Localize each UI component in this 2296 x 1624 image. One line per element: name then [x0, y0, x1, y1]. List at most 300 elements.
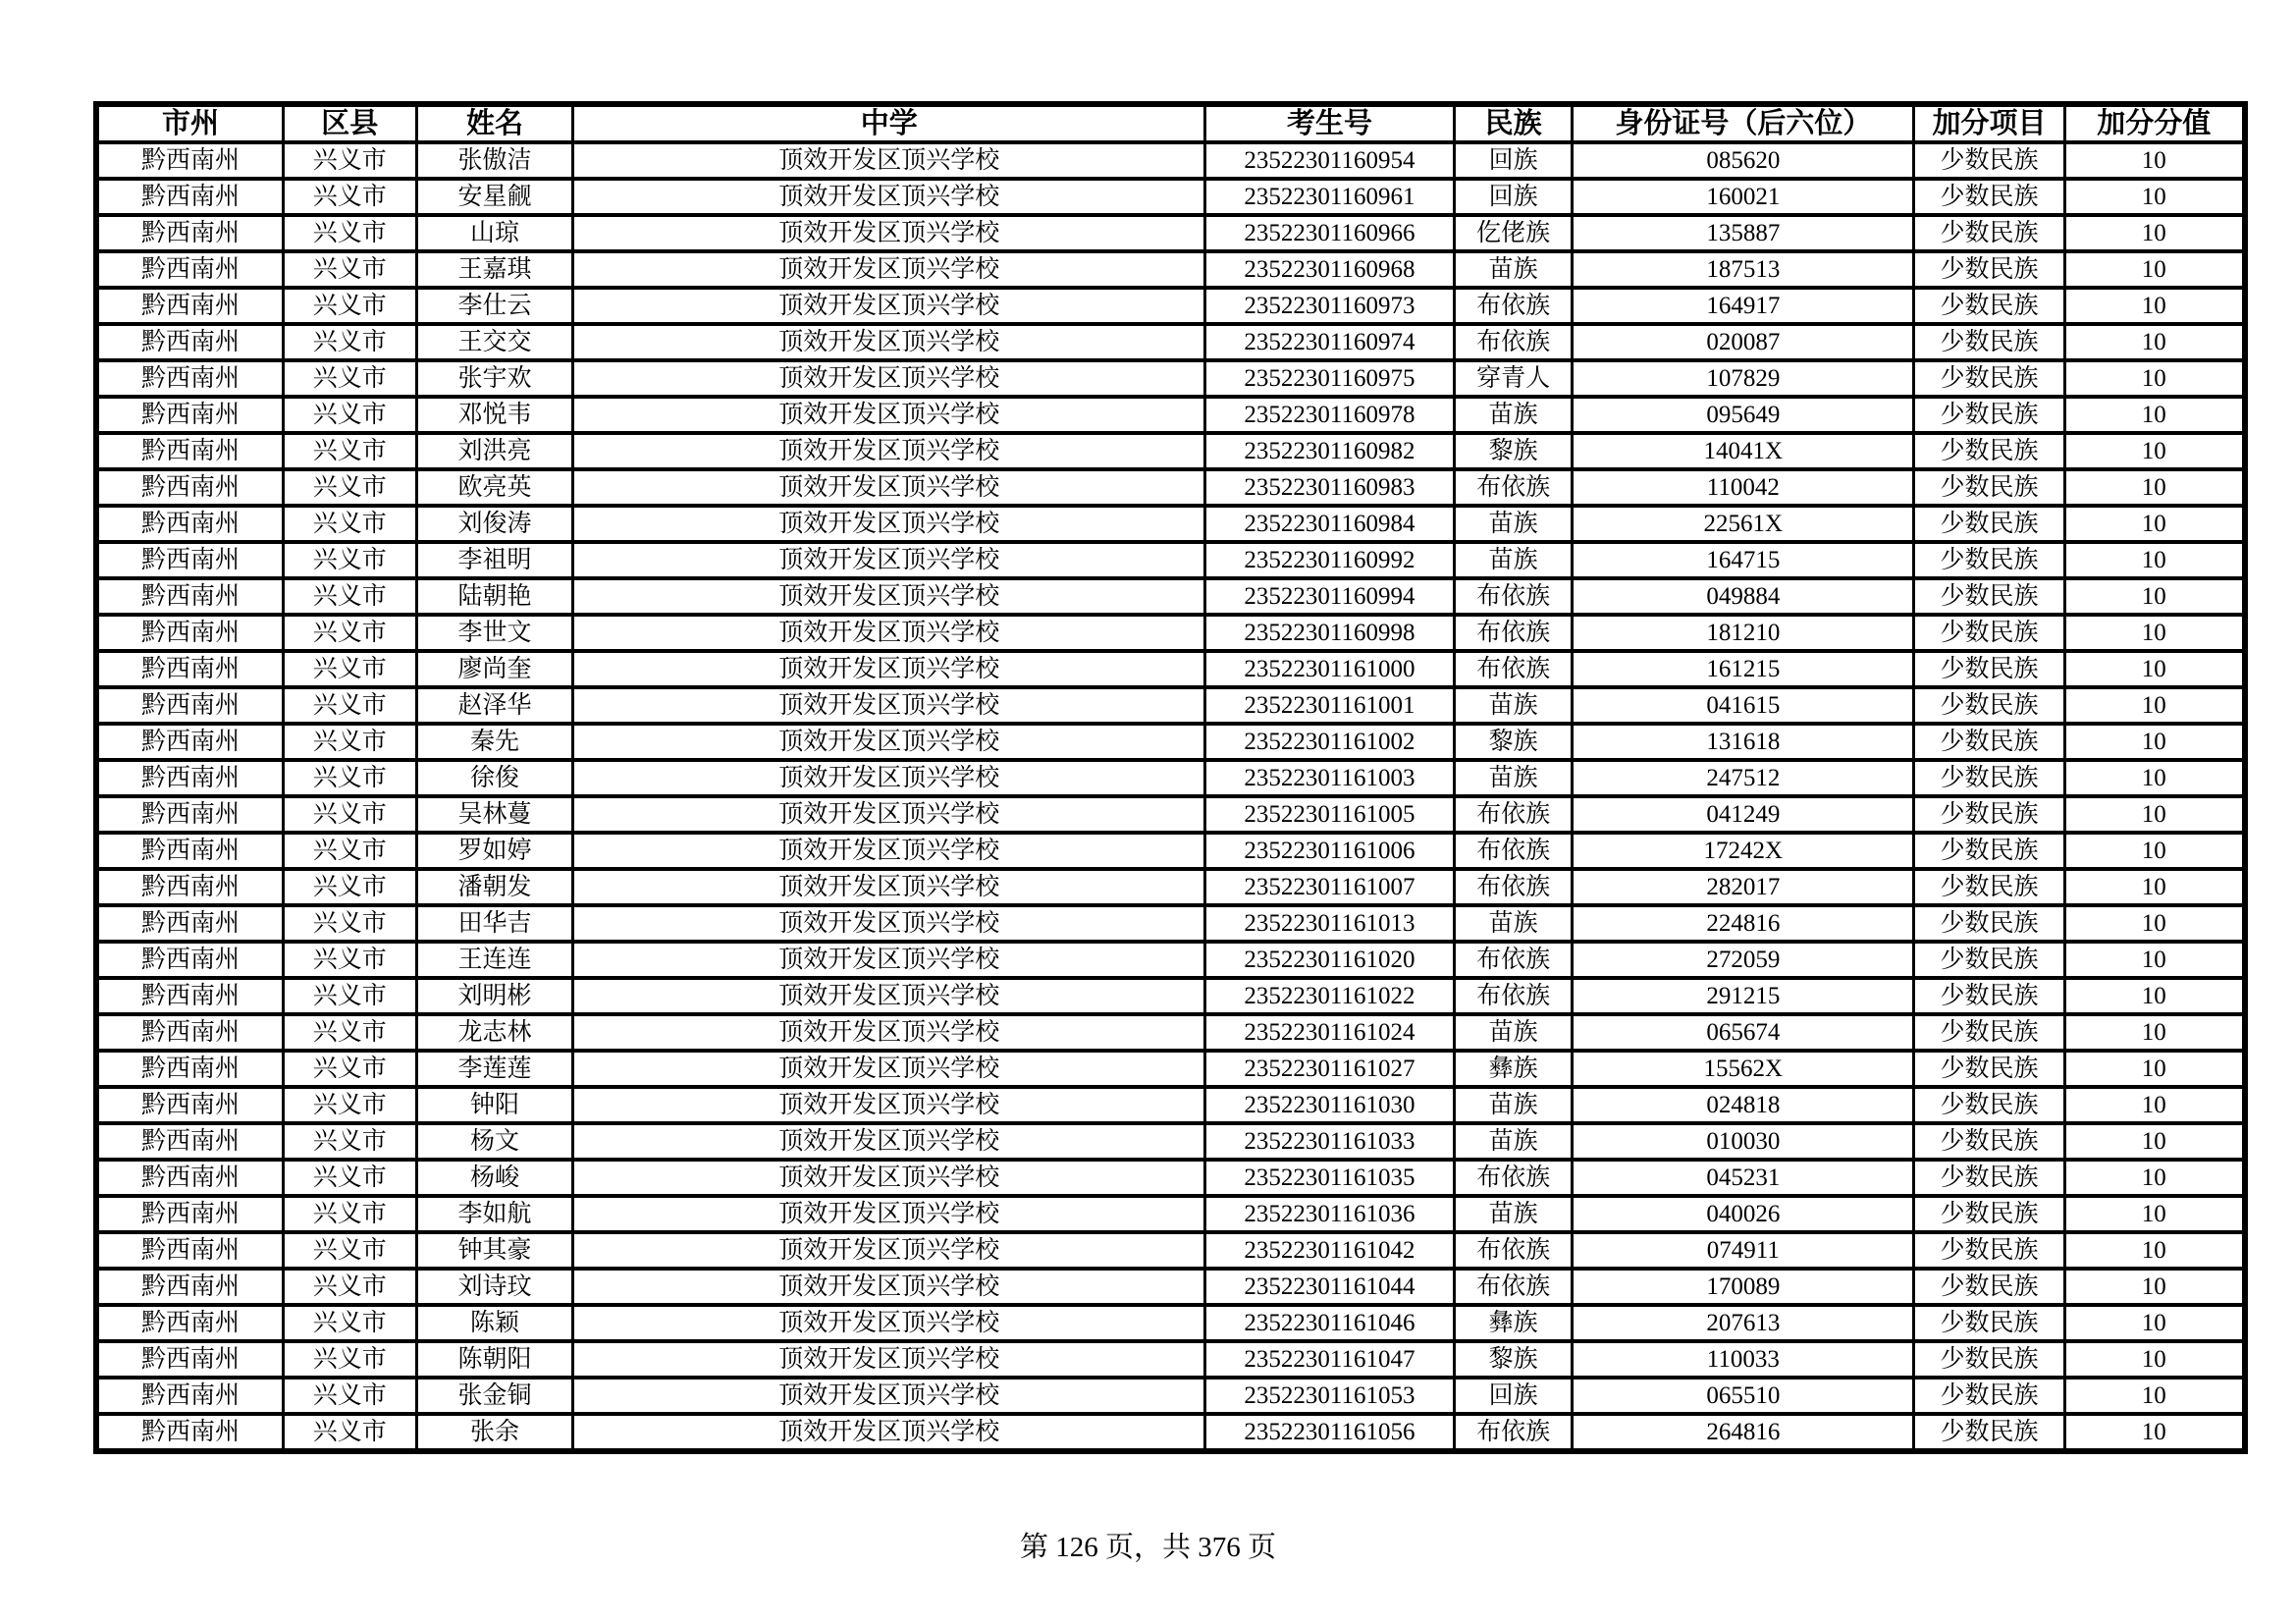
- table-cell: 罗如婷: [416, 833, 573, 869]
- table-cell: 兴义市: [283, 1269, 416, 1305]
- table-cell: 23522301161006: [1205, 833, 1455, 869]
- table-cell: 110033: [1573, 1341, 1914, 1378]
- table-cell: 顶效开发区顶兴学校: [573, 1051, 1205, 1087]
- table-cell: 065674: [1573, 1014, 1914, 1051]
- table-cell: 282017: [1573, 869, 1914, 905]
- table-cell: 黔西南州: [96, 905, 283, 942]
- table-cell: 少数民族: [1914, 615, 2064, 651]
- table-cell: 10: [2064, 1305, 2245, 1341]
- table-cell: 135887: [1573, 215, 1914, 251]
- table-cell: 黔西南州: [96, 469, 283, 506]
- table-row: [96, 1305, 2245, 1341]
- table-cell: 10: [2064, 796, 2245, 833]
- table-cell: 224816: [1573, 905, 1914, 942]
- table-row: [96, 869, 2245, 905]
- table-cell: 顶效开发区顶兴学校: [573, 1232, 1205, 1269]
- table-cell: 10: [2064, 1341, 2245, 1378]
- table-cell: 065510: [1573, 1378, 1914, 1414]
- table-cell: 少数民族: [1914, 360, 2064, 397]
- table-row: [96, 324, 2245, 360]
- table-cell: 少数民族: [1914, 142, 2064, 179]
- table-cell: 23522301161013: [1205, 905, 1455, 942]
- table-cell: 黔西南州: [96, 1123, 283, 1160]
- table-cell: 兴义市: [283, 724, 416, 760]
- table-cell: 少数民族: [1914, 542, 2064, 578]
- table-cell: 顶效开发区顶兴学校: [573, 724, 1205, 760]
- table-cell: 布依族: [1454, 578, 1572, 615]
- table-cell: 少数民族: [1914, 1269, 2064, 1305]
- table-cell: 少数民族: [1914, 1160, 2064, 1196]
- table-cell: 23522301161047: [1205, 1341, 1455, 1378]
- table-row: [96, 687, 2245, 724]
- table-cell: 顶效开发区顶兴学校: [573, 1414, 1205, 1451]
- table-row: [96, 142, 2245, 179]
- table-cell: 少数民族: [1914, 506, 2064, 542]
- table-cell: 少数民族: [1914, 796, 2064, 833]
- table-cell: 少数民族: [1914, 724, 2064, 760]
- table-cell: 仡佬族: [1454, 215, 1572, 251]
- table-cell: 23522301160966: [1205, 215, 1455, 251]
- table-cell: 少数民族: [1914, 578, 2064, 615]
- table-cell: 布依族: [1454, 869, 1572, 905]
- table-cell: 少数民族: [1914, 324, 2064, 360]
- table-cell: 少数民族: [1914, 869, 2064, 905]
- table-cell: 顶效开发区顶兴学校: [573, 506, 1205, 542]
- table-cell: 10: [2064, 615, 2245, 651]
- table-cell: 10: [2064, 288, 2245, 324]
- table-cell: 黔西南州: [96, 1087, 283, 1123]
- table-cell: 黔西南州: [96, 796, 283, 833]
- table-cell: 15562X: [1573, 1051, 1914, 1087]
- table-cell: 黔西南州: [96, 760, 283, 796]
- table-row: [96, 1378, 2245, 1414]
- table-cell: 少数民族: [1914, 1014, 2064, 1051]
- table-cell: 少数民族: [1914, 833, 2064, 869]
- table-cell: 少数民族: [1914, 397, 2064, 433]
- table-cell: 李仕云: [416, 288, 573, 324]
- table-row: [96, 215, 2245, 251]
- table-cell: 10: [2064, 978, 2245, 1014]
- table-cell: 刘诗玟: [416, 1269, 573, 1305]
- table-cell: 黔西南州: [96, 1051, 283, 1087]
- table-cell: 10: [2064, 1378, 2245, 1414]
- table-cell: 黔西南州: [96, 978, 283, 1014]
- table-cell: 10: [2064, 1160, 2245, 1196]
- table-cell: 黎族: [1454, 433, 1572, 469]
- table-cell: 兴义市: [283, 942, 416, 978]
- table-cell: 黔西南州: [96, 433, 283, 469]
- header-city: 市州: [96, 104, 283, 142]
- table-cell: 23522301160983: [1205, 469, 1455, 506]
- table-cell: 兴义市: [283, 687, 416, 724]
- table-cell: 170089: [1573, 1269, 1914, 1305]
- table-cell: 赵泽华: [416, 687, 573, 724]
- table-cell: 040026: [1573, 1196, 1914, 1232]
- table-cell: 041615: [1573, 687, 1914, 724]
- table-cell: 黔西南州: [96, 506, 283, 542]
- table-cell: 兴义市: [283, 288, 416, 324]
- table-cell: 苗族: [1454, 542, 1572, 578]
- table-cell: 顶效开发区顶兴学校: [573, 833, 1205, 869]
- table-cell: 23522301161003: [1205, 760, 1455, 796]
- table-cell: 10: [2064, 360, 2245, 397]
- table-cell: 苗族: [1454, 687, 1572, 724]
- table-cell: 苗族: [1454, 251, 1572, 288]
- table-cell: 兴义市: [283, 1305, 416, 1341]
- table-cell: 187513: [1573, 251, 1914, 288]
- table-cell: 布依族: [1454, 833, 1572, 869]
- table-cell: 10: [2064, 1123, 2245, 1160]
- table-cell: 陈朝阳: [416, 1341, 573, 1378]
- table-cell: 李如航: [416, 1196, 573, 1232]
- table-cell: 049884: [1573, 578, 1914, 615]
- table-cell: 兴义市: [283, 578, 416, 615]
- header-bonus-value: 加分分值: [2064, 104, 2245, 142]
- table-cell: 少数民族: [1914, 1378, 2064, 1414]
- table-cell: 徐俊: [416, 760, 573, 796]
- table-cell: 23522301161022: [1205, 978, 1455, 1014]
- table-cell: 兴义市: [283, 869, 416, 905]
- table-cell: 苗族: [1454, 905, 1572, 942]
- table-row: [96, 1014, 2245, 1051]
- table-cell: 10: [2064, 397, 2245, 433]
- table-row: [96, 905, 2245, 942]
- table-cell: 少数民族: [1914, 1123, 2064, 1160]
- table-cell: 张金铜: [416, 1378, 573, 1414]
- table-cell: 少数民族: [1914, 905, 2064, 942]
- table-cell: 黔西南州: [96, 942, 283, 978]
- table-cell: 黔西南州: [96, 1269, 283, 1305]
- table-row: [96, 397, 2245, 433]
- table-cell: 23522301161030: [1205, 1087, 1455, 1123]
- table-cell: 苗族: [1454, 506, 1572, 542]
- table-cell: 23522301161042: [1205, 1232, 1455, 1269]
- table-cell: 黔西南州: [96, 651, 283, 687]
- table-cell: 张傲洁: [416, 142, 573, 179]
- table-cell: 布依族: [1454, 1414, 1572, 1451]
- table-cell: 王连连: [416, 942, 573, 978]
- table-cell: 黎族: [1454, 1341, 1572, 1378]
- table-cell: 兴义市: [283, 1160, 416, 1196]
- table-cell: 兴义市: [283, 179, 416, 215]
- table-cell: 少数民族: [1914, 1341, 2064, 1378]
- table-cell: 23522301161001: [1205, 687, 1455, 724]
- table-cell: 李世文: [416, 615, 573, 651]
- table-cell: 兴义市: [283, 651, 416, 687]
- table-row: [96, 506, 2245, 542]
- header-bonus-item: 加分项目: [1914, 104, 2064, 142]
- table-cell: 10: [2064, 869, 2245, 905]
- table-cell: 布依族: [1454, 651, 1572, 687]
- table-cell: 顶效开发区顶兴学校: [573, 578, 1205, 615]
- table-cell: 少数民族: [1914, 1051, 2064, 1087]
- table-cell: 164715: [1573, 542, 1914, 578]
- table-cell: 顶效开发区顶兴学校: [573, 142, 1205, 179]
- table-cell: 龙志林: [416, 1014, 573, 1051]
- table-cell: 黔西南州: [96, 324, 283, 360]
- table-cell: 兴义市: [283, 542, 416, 578]
- table-cell: 020087: [1573, 324, 1914, 360]
- table-cell: 顶效开发区顶兴学校: [573, 1378, 1205, 1414]
- table-cell: 23522301161007: [1205, 869, 1455, 905]
- table-cell: 少数民族: [1914, 251, 2064, 288]
- table-cell: 10: [2064, 542, 2245, 578]
- table-cell: 兴义市: [283, 1232, 416, 1269]
- table-cell: 181210: [1573, 615, 1914, 651]
- table-cell: 少数民族: [1914, 433, 2064, 469]
- table-cell: 207613: [1573, 1305, 1914, 1341]
- table-cell: 074911: [1573, 1232, 1914, 1269]
- table-cell: 邓悦韦: [416, 397, 573, 433]
- table-cell: 少数民族: [1914, 760, 2064, 796]
- table-cell: 23522301161033: [1205, 1123, 1455, 1160]
- table-cell: 顶效开发区顶兴学校: [573, 1014, 1205, 1051]
- table-cell: 23522301160975: [1205, 360, 1455, 397]
- table-cell: 布依族: [1454, 1160, 1572, 1196]
- table-cell: 黔西南州: [96, 215, 283, 251]
- table-cell: 10: [2064, 1196, 2245, 1232]
- table-cell: 22561X: [1573, 506, 1914, 542]
- table-row: [96, 542, 2245, 578]
- table-cell: 少数民族: [1914, 1087, 2064, 1123]
- table-row: [96, 1341, 2245, 1378]
- table-cell: 095649: [1573, 397, 1914, 433]
- table-header: [96, 104, 2245, 142]
- table-body: [96, 142, 2245, 1451]
- table-row: [96, 833, 2245, 869]
- table-cell: 兴义市: [283, 142, 416, 179]
- table-cell: 10: [2064, 942, 2245, 978]
- table-header-row: [96, 104, 2245, 142]
- table-cell: 010030: [1573, 1123, 1914, 1160]
- table-cell: 14041X: [1573, 433, 1914, 469]
- table-cell: 回族: [1454, 142, 1572, 179]
- table-cell: 兴义市: [283, 760, 416, 796]
- table-cell: 少数民族: [1914, 651, 2064, 687]
- table-cell: 10: [2064, 215, 2245, 251]
- table-cell: 杨文: [416, 1123, 573, 1160]
- table-cell: 兴义市: [283, 1051, 416, 1087]
- table-cell: 回族: [1454, 179, 1572, 215]
- table-cell: 欧亮英: [416, 469, 573, 506]
- table-cell: 264816: [1573, 1414, 1914, 1451]
- table-cell: 布依族: [1454, 796, 1572, 833]
- table-cell: 10: [2064, 324, 2245, 360]
- table-cell: 兴义市: [283, 1378, 416, 1414]
- bonus-points-table: [93, 101, 2248, 1454]
- table-row: [96, 1269, 2245, 1305]
- table-cell: 苗族: [1454, 760, 1572, 796]
- table-cell: 黔西南州: [96, 1305, 283, 1341]
- table-cell: 少数民族: [1914, 1305, 2064, 1341]
- table-cell: 张余: [416, 1414, 573, 1451]
- table-row: [96, 469, 2245, 506]
- table-cell: 顶效开发区顶兴学校: [573, 360, 1205, 397]
- table-cell: 085620: [1573, 142, 1914, 179]
- table-cell: 布依族: [1454, 1232, 1572, 1269]
- table-cell: 兴义市: [283, 1087, 416, 1123]
- table-cell: 23522301161005: [1205, 796, 1455, 833]
- table-cell: 164917: [1573, 288, 1914, 324]
- table-row: [96, 288, 2245, 324]
- table-row: [96, 1123, 2245, 1160]
- table-cell: 10: [2064, 469, 2245, 506]
- table-cell: 161215: [1573, 651, 1914, 687]
- table-row: [96, 179, 2245, 215]
- header-district: 区县: [283, 104, 416, 142]
- table-row: [96, 360, 2245, 397]
- table-cell: 兴义市: [283, 905, 416, 942]
- table-cell: 10: [2064, 251, 2245, 288]
- table-cell: 247512: [1573, 760, 1914, 796]
- table-cell: 顶效开发区顶兴学校: [573, 542, 1205, 578]
- table-cell: 山琼: [416, 215, 573, 251]
- table-cell: 10: [2064, 687, 2245, 724]
- table-cell: 李莲莲: [416, 1051, 573, 1087]
- table-cell: 兴义市: [283, 251, 416, 288]
- table-cell: 苗族: [1454, 1014, 1572, 1051]
- table-cell: 131618: [1573, 724, 1914, 760]
- table-cell: 23522301160994: [1205, 578, 1455, 615]
- table-cell: 23522301161046: [1205, 1305, 1455, 1341]
- table-cell: 黔西南州: [96, 869, 283, 905]
- table-cell: 23522301160961: [1205, 179, 1455, 215]
- table-cell: 兴义市: [283, 433, 416, 469]
- table-cell: 彝族: [1454, 1305, 1572, 1341]
- header-ethnicity: 民族: [1454, 104, 1572, 142]
- table-cell: 布依族: [1454, 978, 1572, 1014]
- table-cell: 少数民族: [1914, 942, 2064, 978]
- table-cell: 秦先: [416, 724, 573, 760]
- table-cell: 23522301161044: [1205, 1269, 1455, 1305]
- table-row: [96, 978, 2245, 1014]
- table-cell: 廖尚奎: [416, 651, 573, 687]
- table-cell: 陈颖: [416, 1305, 573, 1341]
- table-cell: 黔西南州: [96, 1014, 283, 1051]
- table-cell: 苗族: [1454, 397, 1572, 433]
- table-cell: 黔西南州: [96, 724, 283, 760]
- header-id-last-six: 身份证号（后六位）: [1573, 104, 1914, 142]
- table-cell: 兴义市: [283, 469, 416, 506]
- table-cell: 黔西南州: [96, 1341, 283, 1378]
- table-cell: 23522301160984: [1205, 506, 1455, 542]
- table-cell: 兴义市: [283, 360, 416, 397]
- table-cell: 少数民族: [1914, 687, 2064, 724]
- table-cell: 024818: [1573, 1087, 1914, 1123]
- table-row: [96, 796, 2245, 833]
- table-cell: 黔西南州: [96, 1196, 283, 1232]
- table-cell: 黔西南州: [96, 1414, 283, 1451]
- table-cell: 陆朝艳: [416, 578, 573, 615]
- table-cell: 苗族: [1454, 1087, 1572, 1123]
- table-row: [96, 651, 2245, 687]
- table-cell: 23522301160978: [1205, 397, 1455, 433]
- table-cell: 黎族: [1454, 724, 1572, 760]
- table-cell: 兴义市: [283, 324, 416, 360]
- table-cell: 10: [2064, 905, 2245, 942]
- table-cell: 045231: [1573, 1160, 1914, 1196]
- table-cell: 黔西南州: [96, 578, 283, 615]
- table-cell: 黔西南州: [96, 288, 283, 324]
- table-cell: 黔西南州: [96, 251, 283, 288]
- table-cell: 少数民族: [1914, 179, 2064, 215]
- table-cell: 穿青人: [1454, 360, 1572, 397]
- table-cell: 兴义市: [283, 1414, 416, 1451]
- table-cell: 10: [2064, 651, 2245, 687]
- table-cell: 顶效开发区顶兴学校: [573, 251, 1205, 288]
- table-cell: 黔西南州: [96, 1378, 283, 1414]
- table-cell: 顶效开发区顶兴学校: [573, 215, 1205, 251]
- table-cell: 黔西南州: [96, 615, 283, 651]
- table-cell: 黔西南州: [96, 833, 283, 869]
- table-cell: 黔西南州: [96, 1160, 283, 1196]
- table-cell: 黔西南州: [96, 1232, 283, 1269]
- page-number-footer: 第 126 页，共 376 页: [1019, 1532, 1276, 1563]
- table-cell: 23522301161020: [1205, 942, 1455, 978]
- table-cell: 少数民族: [1914, 288, 2064, 324]
- table-cell: 10: [2064, 724, 2245, 760]
- table-cell: 李祖明: [416, 542, 573, 578]
- table-cell: 23522301161035: [1205, 1160, 1455, 1196]
- table-cell: 041249: [1573, 796, 1914, 833]
- table-cell: 23522301161036: [1205, 1196, 1455, 1232]
- table-cell: 顶效开发区顶兴学校: [573, 796, 1205, 833]
- table-cell: 顶效开发区顶兴学校: [573, 397, 1205, 433]
- table-cell: 顶效开发区顶兴学校: [573, 179, 1205, 215]
- table-cell: 苗族: [1454, 1123, 1572, 1160]
- table-row: [96, 1196, 2245, 1232]
- table-cell: 顶效开发区顶兴学校: [573, 469, 1205, 506]
- header-name: 姓名: [416, 104, 573, 142]
- table-cell: 23522301160973: [1205, 288, 1455, 324]
- table-cell: 潘朝发: [416, 869, 573, 905]
- table-cell: 顶效开发区顶兴学校: [573, 760, 1205, 796]
- table-row: [96, 724, 2245, 760]
- table-row: [96, 1051, 2245, 1087]
- table-cell: 苗族: [1454, 1196, 1572, 1232]
- table-cell: 黔西南州: [96, 397, 283, 433]
- table-cell: 布依族: [1454, 469, 1572, 506]
- table-cell: 兴义市: [283, 1196, 416, 1232]
- table-cell: 顶效开发区顶兴学校: [573, 687, 1205, 724]
- table-cell: 顶效开发区顶兴学校: [573, 651, 1205, 687]
- table-cell: 安星觎: [416, 179, 573, 215]
- table-row: [96, 942, 2245, 978]
- table-cell: 23522301161053: [1205, 1378, 1455, 1414]
- table-cell: 兴义市: [283, 215, 416, 251]
- table-cell: 10: [2064, 1051, 2245, 1087]
- table-cell: 少数民族: [1914, 469, 2064, 506]
- table-cell: 顶效开发区顶兴学校: [573, 324, 1205, 360]
- table-cell: 10: [2064, 833, 2245, 869]
- table-cell: 23522301161000: [1205, 651, 1455, 687]
- table-cell: 23522301161002: [1205, 724, 1455, 760]
- table-cell: 10: [2064, 578, 2245, 615]
- table-cell: 兴义市: [283, 1341, 416, 1378]
- table-cell: 10: [2064, 433, 2245, 469]
- table-cell: 布依族: [1454, 615, 1572, 651]
- table-cell: 10: [2064, 142, 2245, 179]
- table-cell: 张宇欢: [416, 360, 573, 397]
- table-cell: 160021: [1573, 179, 1914, 215]
- table-cell: 顶效开发区顶兴学校: [573, 1341, 1205, 1378]
- table-cell: 272059: [1573, 942, 1914, 978]
- table-row: [96, 1087, 2245, 1123]
- table-cell: 顶效开发区顶兴学校: [573, 1305, 1205, 1341]
- table-row: [96, 1414, 2245, 1451]
- table-cell: 彝族: [1454, 1051, 1572, 1087]
- table-cell: 10: [2064, 1014, 2245, 1051]
